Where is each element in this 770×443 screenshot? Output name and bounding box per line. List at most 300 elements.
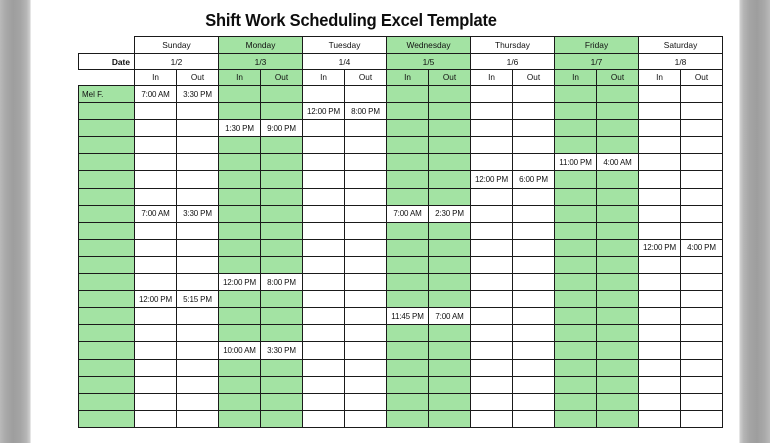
shift-in-cell-friday[interactable] [555, 308, 597, 325]
shift-in-cell-monday[interactable] [219, 376, 261, 393]
shift-out-cell-tuesday[interactable] [345, 308, 387, 325]
shift-in-cell-sunday[interactable]: 12:00 PM [135, 291, 177, 308]
shift-in-cell-monday[interactable] [219, 86, 261, 103]
shift-in-cell-thursday[interactable] [471, 120, 513, 137]
shift-in-cell-wednesday[interactable]: 7:00 AM [387, 205, 429, 222]
shift-out-cell-tuesday[interactable] [345, 120, 387, 137]
shift-in-cell-wednesday[interactable] [387, 342, 429, 359]
shift-out-cell-sunday[interactable]: 5:15 PM [177, 291, 219, 308]
shift-out-cell-tuesday[interactable] [345, 171, 387, 188]
shift-in-cell-wednesday[interactable] [387, 239, 429, 256]
shift-out-cell-monday[interactable] [261, 171, 303, 188]
shift-out-cell-sunday[interactable]: 3:30 PM [177, 86, 219, 103]
shift-in-cell-friday[interactable] [555, 376, 597, 393]
shift-in-cell-tuesday[interactable] [303, 342, 345, 359]
shift-in-cell-thursday[interactable] [471, 393, 513, 410]
shift-in-cell-friday[interactable] [555, 359, 597, 376]
shift-in-cell-saturday[interactable] [639, 256, 681, 273]
shift-in-cell-saturday[interactable] [639, 291, 681, 308]
shift-in-cell-thursday[interactable] [471, 86, 513, 103]
shift-out-cell-friday[interactable] [597, 256, 639, 273]
shift-in-cell-monday[interactable] [219, 205, 261, 222]
shift-out-cell-saturday[interactable] [681, 137, 723, 154]
date-cell-friday[interactable]: 1/7 [555, 54, 639, 70]
shift-out-cell-saturday[interactable] [681, 222, 723, 239]
shift-in-cell-saturday[interactable] [639, 205, 681, 222]
shift-out-cell-saturday[interactable]: 4:00 PM [681, 239, 723, 256]
shift-in-cell-tuesday[interactable] [303, 205, 345, 222]
shift-out-cell-thursday[interactable] [513, 393, 555, 410]
shift-in-cell-thursday[interactable] [471, 188, 513, 205]
shift-out-cell-sunday[interactable] [177, 410, 219, 427]
shift-in-cell-tuesday[interactable] [303, 325, 345, 342]
shift-in-cell-friday[interactable] [555, 137, 597, 154]
shift-in-cell-tuesday[interactable] [303, 410, 345, 427]
shift-in-cell-monday[interactable] [219, 325, 261, 342]
shift-out-cell-thursday[interactable] [513, 256, 555, 273]
shift-in-cell-thursday[interactable] [471, 274, 513, 291]
shift-out-cell-thursday[interactable] [513, 154, 555, 171]
shift-in-cell-wednesday[interactable] [387, 410, 429, 427]
shift-out-cell-sunday[interactable] [177, 188, 219, 205]
shift-in-cell-saturday[interactable] [639, 188, 681, 205]
shift-in-cell-tuesday[interactable] [303, 222, 345, 239]
shift-in-cell-monday[interactable] [219, 359, 261, 376]
shift-out-cell-monday[interactable] [261, 393, 303, 410]
shift-out-cell-friday[interactable] [597, 103, 639, 120]
shift-in-cell-wednesday[interactable] [387, 137, 429, 154]
shift-out-cell-friday[interactable] [597, 342, 639, 359]
shift-out-cell-wednesday[interactable] [429, 222, 471, 239]
shift-out-cell-sunday[interactable] [177, 393, 219, 410]
shift-out-cell-thursday[interactable] [513, 359, 555, 376]
shift-in-cell-thursday[interactable] [471, 154, 513, 171]
shift-in-cell-sunday[interactable] [135, 103, 177, 120]
date-cell-wednesday[interactable]: 1/5 [387, 54, 471, 70]
shift-out-cell-monday[interactable] [261, 205, 303, 222]
shift-out-cell-wednesday[interactable] [429, 393, 471, 410]
shift-in-cell-sunday[interactable] [135, 274, 177, 291]
shift-in-cell-friday[interactable] [555, 205, 597, 222]
shift-out-cell-monday[interactable] [261, 308, 303, 325]
shift-out-cell-friday[interactable] [597, 393, 639, 410]
shift-out-cell-thursday[interactable] [513, 342, 555, 359]
shift-in-cell-saturday[interactable] [639, 222, 681, 239]
shift-in-cell-friday[interactable]: 11:00 PM [555, 154, 597, 171]
shift-in-cell-thursday[interactable]: 12:00 PM [471, 171, 513, 188]
shift-in-cell-wednesday[interactable] [387, 325, 429, 342]
shift-in-cell-saturday[interactable] [639, 410, 681, 427]
shift-in-cell-sunday[interactable]: 7:00 AM [135, 86, 177, 103]
shift-in-cell-wednesday[interactable] [387, 291, 429, 308]
shift-in-cell-thursday[interactable] [471, 137, 513, 154]
employee-name-cell[interactable] [79, 393, 135, 410]
shift-out-cell-wednesday[interactable] [429, 410, 471, 427]
employee-name-cell[interactable] [79, 359, 135, 376]
shift-out-cell-monday[interactable] [261, 325, 303, 342]
shift-in-cell-wednesday[interactable] [387, 154, 429, 171]
shift-out-cell-monday[interactable]: 3:30 PM [261, 342, 303, 359]
shift-in-cell-monday[interactable] [219, 291, 261, 308]
shift-in-cell-sunday[interactable] [135, 120, 177, 137]
shift-out-cell-thursday[interactable] [513, 103, 555, 120]
shift-in-cell-tuesday[interactable] [303, 256, 345, 273]
shift-in-cell-monday[interactable] [219, 239, 261, 256]
employee-name-cell[interactable] [79, 171, 135, 188]
shift-out-cell-thursday[interactable] [513, 222, 555, 239]
shift-in-cell-tuesday[interactable] [303, 308, 345, 325]
shift-in-cell-saturday[interactable] [639, 171, 681, 188]
shift-out-cell-wednesday[interactable] [429, 86, 471, 103]
shift-in-cell-sunday[interactable] [135, 359, 177, 376]
shift-out-cell-wednesday[interactable] [429, 154, 471, 171]
employee-name-cell[interactable] [79, 222, 135, 239]
shift-out-cell-friday[interactable] [597, 376, 639, 393]
shift-out-cell-sunday[interactable] [177, 171, 219, 188]
shift-in-cell-thursday[interactable] [471, 342, 513, 359]
shift-in-cell-monday[interactable] [219, 256, 261, 273]
shift-out-cell-friday[interactable] [597, 239, 639, 256]
employee-name-cell[interactable] [79, 308, 135, 325]
shift-out-cell-friday[interactable] [597, 205, 639, 222]
shift-in-cell-friday[interactable] [555, 274, 597, 291]
shift-out-cell-thursday[interactable] [513, 239, 555, 256]
shift-out-cell-wednesday[interactable] [429, 256, 471, 273]
shift-in-cell-tuesday[interactable] [303, 393, 345, 410]
shift-out-cell-tuesday[interactable] [345, 256, 387, 273]
shift-out-cell-wednesday[interactable] [429, 325, 471, 342]
shift-in-cell-friday[interactable] [555, 86, 597, 103]
shift-out-cell-monday[interactable] [261, 359, 303, 376]
shift-in-cell-friday[interactable] [555, 325, 597, 342]
shift-out-cell-monday[interactable] [261, 256, 303, 273]
shift-in-cell-monday[interactable]: 12:00 PM [219, 274, 261, 291]
shift-out-cell-wednesday[interactable] [429, 103, 471, 120]
shift-out-cell-saturday[interactable] [681, 308, 723, 325]
shift-in-cell-sunday[interactable] [135, 376, 177, 393]
shift-out-cell-sunday[interactable] [177, 256, 219, 273]
shift-out-cell-saturday[interactable] [681, 342, 723, 359]
employee-name-cell[interactable]: Mel F. [79, 86, 135, 103]
shift-out-cell-thursday[interactable] [513, 205, 555, 222]
date-cell-sunday[interactable]: 1/2 [135, 54, 219, 70]
shift-in-cell-wednesday[interactable] [387, 393, 429, 410]
shift-out-cell-tuesday[interactable] [345, 86, 387, 103]
employee-name-cell[interactable] [79, 376, 135, 393]
shift-out-cell-saturday[interactable] [681, 410, 723, 427]
shift-in-cell-wednesday[interactable] [387, 222, 429, 239]
shift-in-cell-sunday[interactable] [135, 188, 177, 205]
shift-in-cell-saturday[interactable] [639, 308, 681, 325]
shift-in-cell-sunday[interactable] [135, 342, 177, 359]
shift-out-cell-monday[interactable]: 9:00 PM [261, 120, 303, 137]
shift-out-cell-friday[interactable] [597, 222, 639, 239]
shift-out-cell-monday[interactable]: 8:00 PM [261, 274, 303, 291]
shift-out-cell-thursday[interactable] [513, 137, 555, 154]
shift-out-cell-monday[interactable] [261, 222, 303, 239]
shift-in-cell-monday[interactable] [219, 103, 261, 120]
shift-in-cell-sunday[interactable] [135, 171, 177, 188]
shift-out-cell-saturday[interactable] [681, 274, 723, 291]
shift-out-cell-thursday[interactable] [513, 376, 555, 393]
shift-in-cell-wednesday[interactable]: 11:45 PM [387, 308, 429, 325]
shift-out-cell-wednesday[interactable] [429, 171, 471, 188]
shift-out-cell-thursday[interactable] [513, 274, 555, 291]
employee-name-cell[interactable] [79, 205, 135, 222]
shift-out-cell-saturday[interactable] [681, 291, 723, 308]
shift-out-cell-monday[interactable] [261, 103, 303, 120]
shift-out-cell-friday[interactable] [597, 325, 639, 342]
shift-in-cell-tuesday[interactable] [303, 137, 345, 154]
shift-in-cell-saturday[interactable]: 12:00 PM [639, 239, 681, 256]
shift-in-cell-friday[interactable] [555, 103, 597, 120]
shift-out-cell-wednesday[interactable] [429, 359, 471, 376]
shift-out-cell-friday[interactable] [597, 359, 639, 376]
shift-in-cell-thursday[interactable] [471, 256, 513, 273]
shift-out-cell-monday[interactable] [261, 137, 303, 154]
shift-out-cell-thursday[interactable] [513, 120, 555, 137]
shift-in-cell-friday[interactable] [555, 120, 597, 137]
shift-out-cell-monday[interactable] [261, 410, 303, 427]
shift-in-cell-sunday[interactable] [135, 410, 177, 427]
shift-out-cell-thursday[interactable]: 6:00 PM [513, 171, 555, 188]
shift-out-cell-sunday[interactable] [177, 120, 219, 137]
shift-out-cell-saturday[interactable] [681, 325, 723, 342]
shift-out-cell-thursday[interactable] [513, 308, 555, 325]
shift-out-cell-thursday[interactable] [513, 86, 555, 103]
shift-out-cell-saturday[interactable] [681, 103, 723, 120]
shift-in-cell-saturday[interactable] [639, 393, 681, 410]
shift-in-cell-thursday[interactable] [471, 291, 513, 308]
shift-out-cell-sunday[interactable] [177, 239, 219, 256]
shift-out-cell-tuesday[interactable] [345, 154, 387, 171]
shift-in-cell-friday[interactable] [555, 222, 597, 239]
shift-out-cell-tuesday[interactable] [345, 239, 387, 256]
shift-out-cell-friday[interactable] [597, 188, 639, 205]
shift-in-cell-tuesday[interactable] [303, 359, 345, 376]
shift-in-cell-wednesday[interactable] [387, 120, 429, 137]
shift-in-cell-tuesday[interactable] [303, 376, 345, 393]
shift-out-cell-saturday[interactable] [681, 171, 723, 188]
shift-in-cell-wednesday[interactable] [387, 103, 429, 120]
shift-out-cell-thursday[interactable] [513, 325, 555, 342]
shift-out-cell-tuesday[interactable] [345, 376, 387, 393]
shift-in-cell-wednesday[interactable] [387, 256, 429, 273]
date-cell-thursday[interactable]: 1/6 [471, 54, 555, 70]
shift-in-cell-sunday[interactable] [135, 222, 177, 239]
shift-out-cell-wednesday[interactable]: 2:30 PM [429, 205, 471, 222]
shift-out-cell-friday[interactable] [597, 137, 639, 154]
shift-out-cell-wednesday[interactable] [429, 274, 471, 291]
employee-name-cell[interactable] [79, 342, 135, 359]
shift-in-cell-friday[interactable] [555, 393, 597, 410]
shift-in-cell-thursday[interactable] [471, 359, 513, 376]
shift-out-cell-friday[interactable] [597, 86, 639, 103]
shift-out-cell-friday[interactable] [597, 308, 639, 325]
shift-in-cell-monday[interactable] [219, 393, 261, 410]
shift-in-cell-thursday[interactable] [471, 308, 513, 325]
shift-in-cell-friday[interactable] [555, 256, 597, 273]
shift-out-cell-thursday[interactable] [513, 291, 555, 308]
shift-in-cell-wednesday[interactable] [387, 376, 429, 393]
employee-name-cell[interactable] [79, 274, 135, 291]
shift-out-cell-tuesday[interactable] [345, 410, 387, 427]
employee-name-cell[interactable] [79, 291, 135, 308]
shift-in-cell-wednesday[interactable] [387, 188, 429, 205]
shift-in-cell-thursday[interactable] [471, 325, 513, 342]
shift-in-cell-friday[interactable] [555, 410, 597, 427]
employee-name-cell[interactable] [79, 239, 135, 256]
employee-name-cell[interactable] [79, 154, 135, 171]
shift-out-cell-sunday[interactable] [177, 325, 219, 342]
shift-in-cell-saturday[interactable] [639, 376, 681, 393]
date-cell-monday[interactable]: 1/3 [219, 54, 303, 70]
shift-in-cell-thursday[interactable] [471, 376, 513, 393]
shift-out-cell-saturday[interactable] [681, 188, 723, 205]
shift-in-cell-tuesday[interactable] [303, 154, 345, 171]
employee-name-cell[interactable] [79, 256, 135, 273]
employee-name-cell[interactable] [79, 120, 135, 137]
shift-out-cell-wednesday[interactable] [429, 239, 471, 256]
shift-out-cell-saturday[interactable] [681, 256, 723, 273]
shift-out-cell-tuesday[interactable] [345, 325, 387, 342]
shift-out-cell-thursday[interactable] [513, 188, 555, 205]
shift-out-cell-friday[interactable] [597, 410, 639, 427]
shift-out-cell-wednesday[interactable]: 7:00 AM [429, 308, 471, 325]
shift-out-cell-monday[interactable] [261, 154, 303, 171]
shift-in-cell-sunday[interactable] [135, 393, 177, 410]
shift-out-cell-sunday[interactable] [177, 154, 219, 171]
date-cell-saturday[interactable]: 1/8 [639, 54, 723, 70]
shift-in-cell-friday[interactable] [555, 291, 597, 308]
shift-in-cell-friday[interactable] [555, 342, 597, 359]
shift-out-cell-tuesday[interactable] [345, 222, 387, 239]
shift-in-cell-monday[interactable]: 1:30 PM [219, 120, 261, 137]
shift-in-cell-saturday[interactable] [639, 154, 681, 171]
shift-in-cell-tuesday[interactable] [303, 274, 345, 291]
shift-in-cell-monday[interactable] [219, 308, 261, 325]
shift-out-cell-sunday[interactable] [177, 274, 219, 291]
shift-out-cell-tuesday[interactable]: 8:00 PM [345, 103, 387, 120]
shift-in-cell-wednesday[interactable] [387, 359, 429, 376]
shift-out-cell-sunday[interactable]: 3:30 PM [177, 205, 219, 222]
shift-out-cell-tuesday[interactable] [345, 188, 387, 205]
shift-out-cell-wednesday[interactable] [429, 137, 471, 154]
employee-name-cell[interactable] [79, 188, 135, 205]
shift-in-cell-saturday[interactable] [639, 325, 681, 342]
shift-out-cell-thursday[interactable] [513, 410, 555, 427]
shift-in-cell-friday[interactable] [555, 188, 597, 205]
shift-in-cell-sunday[interactable] [135, 256, 177, 273]
shift-out-cell-tuesday[interactable] [345, 291, 387, 308]
employee-name-cell[interactable] [79, 325, 135, 342]
shift-in-cell-monday[interactable] [219, 154, 261, 171]
employee-name-cell[interactable] [79, 137, 135, 154]
shift-out-cell-saturday[interactable] [681, 393, 723, 410]
shift-in-cell-saturday[interactable] [639, 359, 681, 376]
shift-out-cell-monday[interactable] [261, 188, 303, 205]
shift-in-cell-tuesday[interactable] [303, 86, 345, 103]
shift-in-cell-tuesday[interactable] [303, 171, 345, 188]
shift-out-cell-saturday[interactable] [681, 120, 723, 137]
shift-out-cell-friday[interactable] [597, 171, 639, 188]
shift-in-cell-thursday[interactable] [471, 239, 513, 256]
shift-out-cell-wednesday[interactable] [429, 120, 471, 137]
shift-out-cell-saturday[interactable] [681, 359, 723, 376]
shift-in-cell-wednesday[interactable] [387, 274, 429, 291]
shift-out-cell-monday[interactable] [261, 376, 303, 393]
shift-out-cell-sunday[interactable] [177, 376, 219, 393]
shift-in-cell-wednesday[interactable] [387, 171, 429, 188]
shift-out-cell-sunday[interactable] [177, 342, 219, 359]
employee-name-cell[interactable] [79, 410, 135, 427]
shift-out-cell-monday[interactable] [261, 239, 303, 256]
shift-in-cell-saturday[interactable] [639, 342, 681, 359]
shift-in-cell-saturday[interactable] [639, 103, 681, 120]
shift-out-cell-saturday[interactable] [681, 154, 723, 171]
shift-out-cell-tuesday[interactable] [345, 205, 387, 222]
shift-out-cell-friday[interactable]: 4:00 AM [597, 154, 639, 171]
shift-out-cell-tuesday[interactable] [345, 274, 387, 291]
shift-in-cell-sunday[interactable]: 7:00 AM [135, 205, 177, 222]
shift-in-cell-wednesday[interactable] [387, 86, 429, 103]
shift-in-cell-tuesday[interactable]: 12:00 PM [303, 103, 345, 120]
shift-out-cell-tuesday[interactable] [345, 393, 387, 410]
shift-out-cell-wednesday[interactable] [429, 342, 471, 359]
shift-in-cell-tuesday[interactable] [303, 188, 345, 205]
shift-in-cell-monday[interactable]: 10:00 AM [219, 342, 261, 359]
shift-in-cell-monday[interactable] [219, 222, 261, 239]
shift-out-cell-sunday[interactable] [177, 359, 219, 376]
shift-in-cell-sunday[interactable] [135, 137, 177, 154]
shift-out-cell-tuesday[interactable] [345, 137, 387, 154]
employee-name-cell[interactable] [79, 103, 135, 120]
shift-out-cell-tuesday[interactable] [345, 359, 387, 376]
shift-out-cell-sunday[interactable] [177, 222, 219, 239]
shift-in-cell-saturday[interactable] [639, 86, 681, 103]
shift-in-cell-monday[interactable] [219, 171, 261, 188]
shift-out-cell-friday[interactable] [597, 120, 639, 137]
shift-out-cell-saturday[interactable] [681, 86, 723, 103]
shift-in-cell-thursday[interactable] [471, 410, 513, 427]
shift-out-cell-tuesday[interactable] [345, 342, 387, 359]
shift-in-cell-friday[interactable] [555, 239, 597, 256]
shift-in-cell-friday[interactable] [555, 171, 597, 188]
shift-out-cell-sunday[interactable] [177, 103, 219, 120]
shift-in-cell-thursday[interactable] [471, 205, 513, 222]
shift-out-cell-monday[interactable] [261, 86, 303, 103]
shift-out-cell-monday[interactable] [261, 291, 303, 308]
shift-in-cell-saturday[interactable] [639, 274, 681, 291]
shift-out-cell-friday[interactable] [597, 274, 639, 291]
shift-out-cell-wednesday[interactable] [429, 376, 471, 393]
shift-in-cell-monday[interactable] [219, 410, 261, 427]
shift-in-cell-saturday[interactable] [639, 137, 681, 154]
shift-in-cell-tuesday[interactable] [303, 291, 345, 308]
shift-out-cell-sunday[interactable] [177, 137, 219, 154]
shift-in-cell-tuesday[interactable] [303, 120, 345, 137]
shift-out-cell-wednesday[interactable] [429, 291, 471, 308]
shift-in-cell-tuesday[interactable] [303, 239, 345, 256]
shift-out-cell-saturday[interactable] [681, 376, 723, 393]
shift-in-cell-sunday[interactable] [135, 308, 177, 325]
shift-in-cell-sunday[interactable] [135, 325, 177, 342]
shift-in-cell-monday[interactable] [219, 188, 261, 205]
shift-in-cell-monday[interactable] [219, 137, 261, 154]
shift-in-cell-sunday[interactable] [135, 154, 177, 171]
shift-in-cell-sunday[interactable] [135, 239, 177, 256]
shift-out-cell-wednesday[interactable] [429, 188, 471, 205]
